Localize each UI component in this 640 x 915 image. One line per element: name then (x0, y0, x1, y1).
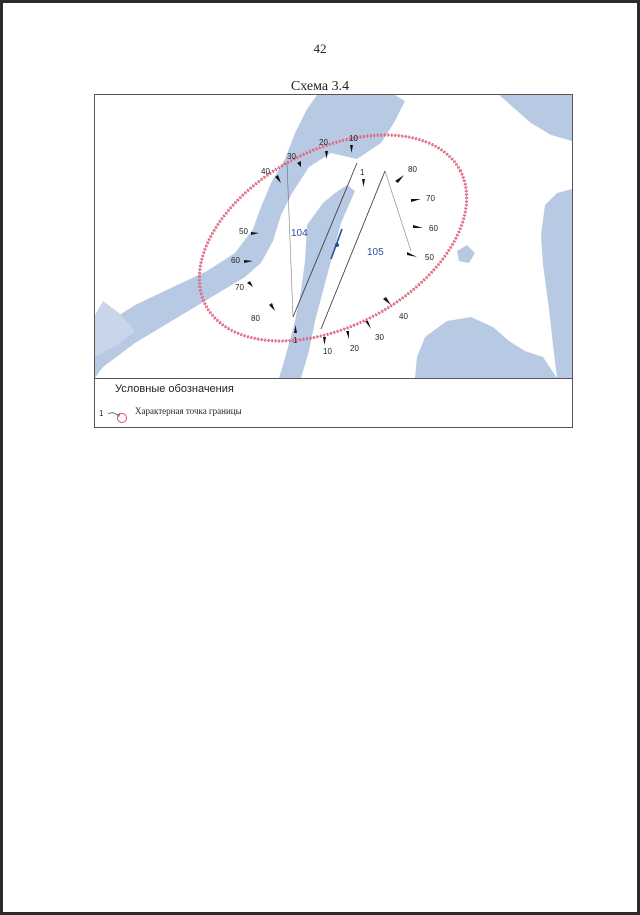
angle-label-upper-20: 20 (319, 138, 328, 147)
angle-label-lower-40: 40 (399, 312, 408, 321)
center-marker-dot (335, 243, 339, 247)
angle-label-lower-60: 60 (429, 224, 438, 233)
angle-label-lower-70: 70 (426, 194, 435, 203)
angle-label-upper-40: 40 (261, 167, 270, 176)
angle-label-lower-30: 30 (375, 333, 384, 342)
legend-title: Условные обозначения (115, 383, 234, 395)
angle-label-lower-50: 50 (425, 253, 434, 262)
angle-label-lower-20: 20 (350, 344, 359, 353)
page-number: 42 (313, 41, 327, 56)
angle-label-lower-10: 10 (323, 347, 332, 356)
angle-label-lower-80: 80 (408, 165, 417, 174)
point-label-bottom: 1 (293, 336, 298, 345)
angle-label-upper-70: 70 (235, 283, 244, 292)
map-svg (95, 95, 572, 378)
page-sheet (3, 3, 637, 912)
map-area (95, 95, 572, 379)
area-label-104: 104 (291, 228, 308, 239)
boundary-point-icon (107, 407, 131, 425)
legend-item-label: Характерная точка границы (135, 406, 242, 416)
angle-label-upper-60: 60 (231, 256, 240, 265)
scheme-title: Схема 3.4 (290, 79, 350, 94)
angle-label-upper-30: 30 (287, 152, 296, 161)
area-label-105: 105 (367, 247, 384, 258)
point-label-top: 1 (360, 168, 365, 177)
legend-item-number: 1 (99, 409, 104, 418)
angle-label-upper-80: 80 (251, 314, 260, 323)
angle-label-upper-10: 10 (349, 134, 358, 143)
angle-label-upper-50: 50 (239, 227, 248, 236)
map-frame (94, 94, 573, 428)
